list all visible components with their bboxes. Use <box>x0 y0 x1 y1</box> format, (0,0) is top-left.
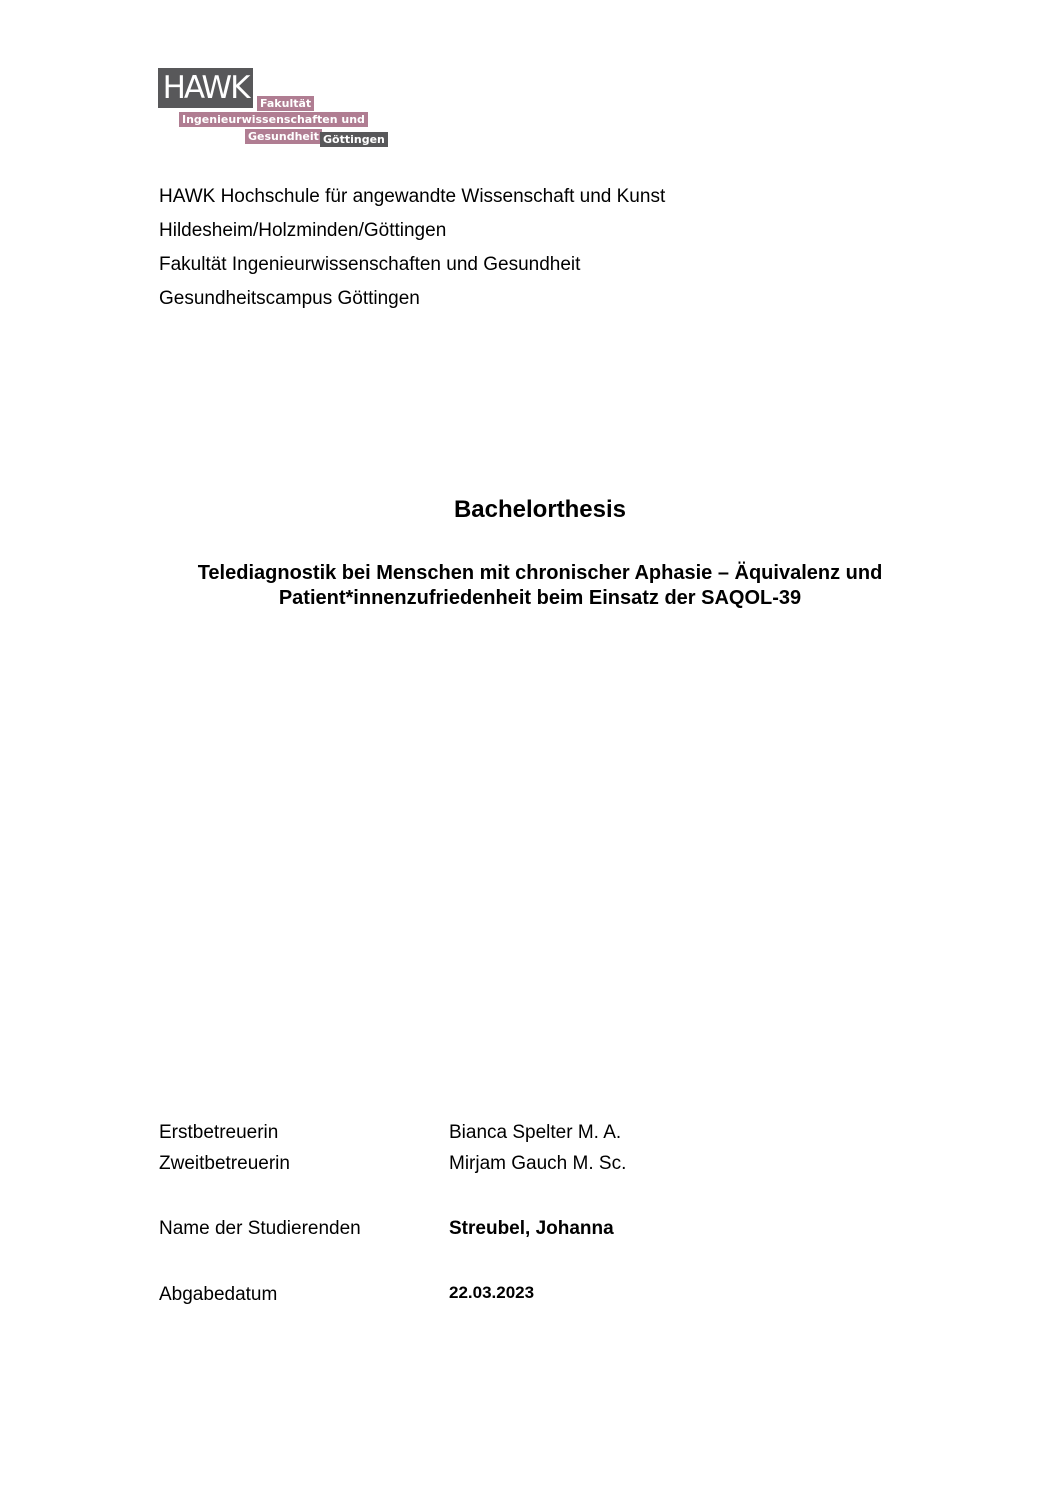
first-supervisor-row <box>159 1118 859 1148</box>
submission-date-value: 22.03.2023 <box>449 1283 535 1302</box>
submission-date-row <box>159 1280 859 1310</box>
institution-line: Gesundheitscampus Göttingen <box>159 288 420 309</box>
student-name-label: Name der Studierenden <box>159 1218 361 1239</box>
first-supervisor-value: Bianca Spelter M. A. <box>449 1122 622 1143</box>
logo-tag-fakultaet: Fakultät <box>257 96 314 111</box>
institution-line: Fakultät Ingenieurwissenschaften und Gesundheit <box>159 254 581 275</box>
thesis-title-line-2: Patient*innenzufriedenheit beim Einsatz der SAQOL-39 <box>278 587 802 609</box>
first-supervisor-label: Erstbetreuerin <box>159 1122 279 1143</box>
submission-date-label: Abgabedatum <box>159 1284 278 1305</box>
logo-tag-goettingen: Göttingen <box>320 132 388 147</box>
institution-line: Hildesheim/Holzminden/Göttingen <box>159 220 447 241</box>
hawk-logo <box>158 68 388 150</box>
second-supervisor-row <box>159 1149 859 1179</box>
student-name-row <box>159 1214 859 1244</box>
institution-line: HAWK Hochschule für angewandte Wissenschaft und Kunst <box>159 186 666 207</box>
document-type-heading: Bachelorthesis <box>453 496 627 523</box>
second-supervisor-label: Zweitbetreuerin <box>159 1153 290 1174</box>
thesis-title-line-1: Telediagnostik bei Menschen mit chronischer Aphasie – Äquivalenz und <box>197 562 883 584</box>
thesis-title <box>120 561 960 611</box>
second-supervisor-value: Mirjam Gauch M. Sc. <box>449 1153 627 1174</box>
logo-wordmark: HAWK <box>158 68 253 108</box>
institution-block <box>159 180 859 316</box>
student-name-value: Streubel, Johanna <box>449 1218 614 1239</box>
logo-tag-gesundheit: Gesundheit <box>245 129 322 144</box>
logo-tag-ingenieurwissenschaften: Ingenieurwissenschaften und <box>179 112 368 127</box>
